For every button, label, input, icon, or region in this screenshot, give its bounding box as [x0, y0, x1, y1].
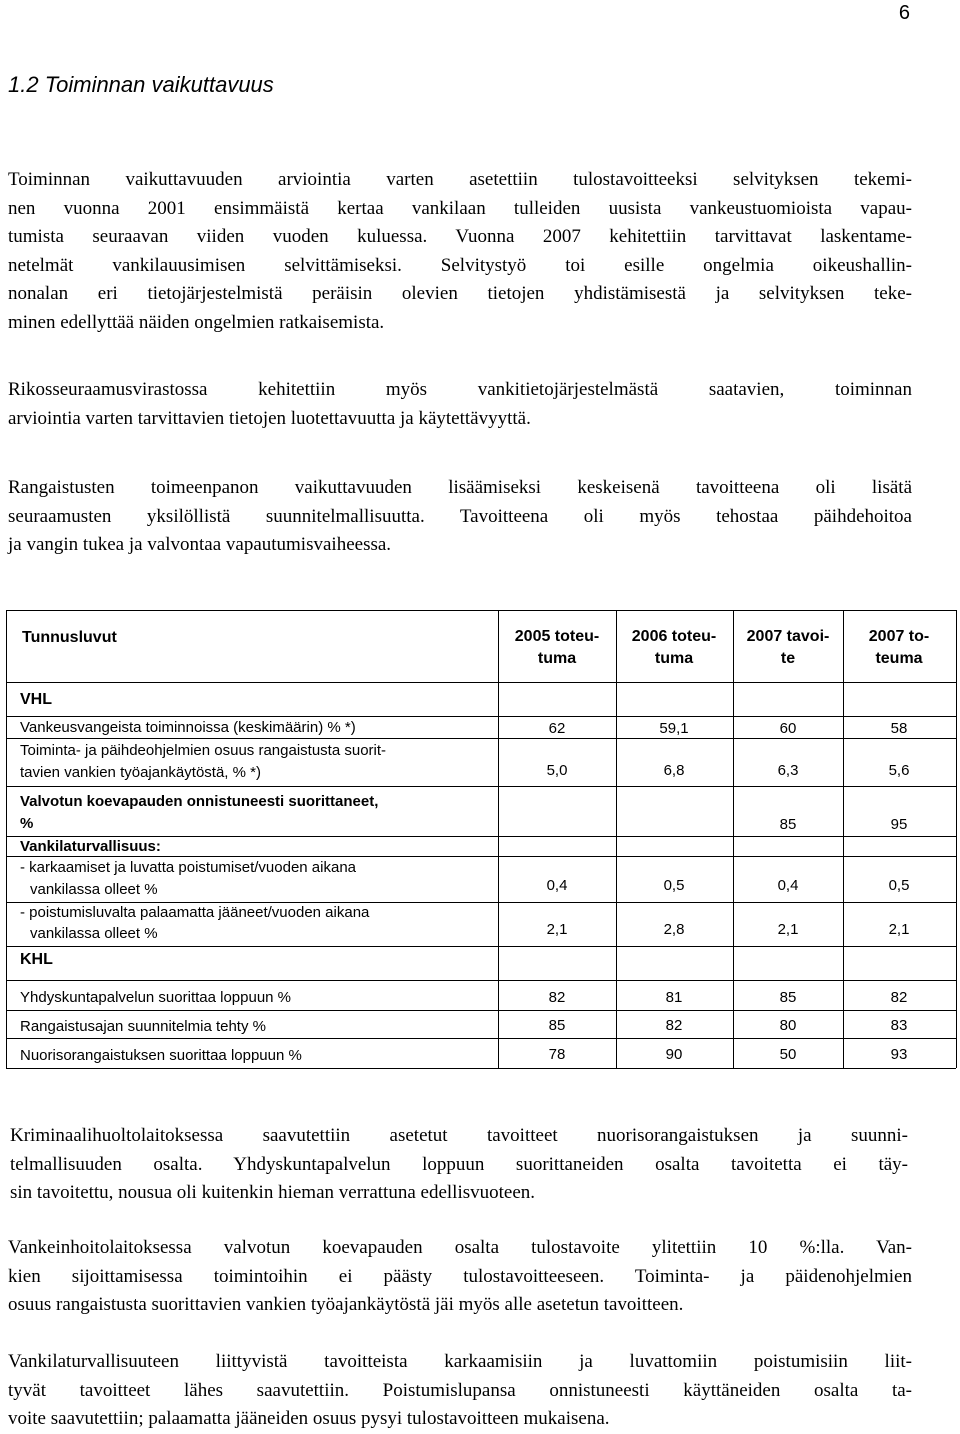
table-border [956, 610, 957, 1068]
paragraph-line: tyvät tavoitteet lähes saavutettiin. Poistumislupansa onnistuneesti käyttäneiden osalta ta- [8, 1379, 912, 1401]
table-row-label: Valvotun koevapauden onnistuneesti suorittaneet, [20, 793, 379, 810]
paragraph-line: netelmät vankilauusimisen selvittämiseksi. Selvitystyö toi esille ongelmia oikeushallin- [8, 254, 912, 276]
table-row-divider [6, 716, 956, 717]
table-cell: 2,8 [663, 921, 685, 938]
table-row-divider [6, 738, 956, 739]
table-cell: 6,8 [663, 762, 685, 779]
table-cell: 81 [665, 989, 683, 1006]
table-cell: 95 [890, 816, 908, 833]
table-row-divider [6, 856, 956, 857]
section-label-vhl: VHL [20, 691, 52, 708]
table-cell: 0,5 [888, 877, 910, 894]
table-cell: 0,5 [663, 877, 685, 894]
table-cell: 0,4 [777, 877, 799, 894]
table-cell: 82 [890, 989, 908, 1006]
indicator-table [6, 610, 956, 1068]
table-header-2006 [619, 626, 729, 670]
table-row-divider [6, 980, 956, 981]
table-cell: 58 [890, 720, 908, 737]
table-cell: 85 [779, 816, 797, 833]
paragraph-line: nen vuonna 2001 ensimmäistä kertaa vankilaan tulleiden uusista vankeustuomioista vapau- [8, 197, 912, 219]
table-row-label: Nuorisorangaistuksen suorittaa loppuun % [20, 1047, 302, 1064]
table-cell: 5,6 [888, 762, 910, 779]
table-row-divider [6, 1038, 956, 1039]
table-column-divider [498, 610, 499, 1068]
table-row-divider [6, 786, 956, 787]
paragraph-line: ja vangin tukea ja valvontaa vapautumisvaiheessa. [8, 534, 392, 555]
header-line: tuma [654, 650, 694, 667]
paragraph-line: telmallisuuden osalta. Yhdyskuntapalvelun loppuun suorittaneiden osalta tavoitetta ei täy- [10, 1153, 908, 1175]
table-cell: 78 [548, 1046, 566, 1063]
table-cell: 80 [779, 1017, 797, 1034]
header-line: 2005 toteu- [514, 628, 600, 645]
paragraph-information-systems [8, 376, 912, 433]
table-row-divider [6, 1010, 956, 1011]
paragraph-line: Rikosseuraamusvirastossa kehitettiin myös vankitietojärjestelmästä saatavien, toiminnan [8, 379, 912, 400]
paragraph-line: Kriminaalihuoltolaitoksessa saavutettiin asetetut tavoitteet nuorisorangaistuksen ja suunni- [10, 1125, 908, 1146]
table-header-2007-actual [844, 626, 954, 670]
table-cell: 2,1 [888, 921, 910, 938]
table-cell: 50 [779, 1046, 797, 1063]
table-cell: 5,0 [546, 762, 568, 779]
table-cell: 6,3 [777, 762, 799, 779]
table-row-label: Vankeusvangeista toiminnoissa (keskimäärin) % *) [20, 719, 356, 736]
table-row-label: - poistumisluvalta palaamatta jääneet/vuoden aikana [20, 904, 370, 921]
paragraph-line: nonalan eri tietojärjestelmistä peräisin olevien tietojen yhdistämisestä ja selvityksen teke- [8, 283, 912, 304]
header-line: 2007 tavoi- [746, 628, 830, 645]
header-line: te [780, 650, 796, 667]
table-border [6, 1068, 956, 1069]
table-row-label: tavien vankien työajankäytöstä, % *) [20, 764, 261, 781]
table-cell: 93 [890, 1046, 908, 1063]
paragraph-line: Toiminnan vaikuttavuuden arviointia varten asetettiin tulostavoitteeksi selvityksen tekemi- [8, 169, 912, 190]
paragraph-line: Vankeinhoitolaitoksessa valvotun koevapauden osalta tulostavoite ylitettiin 10 %:lla. Van- [8, 1237, 912, 1258]
paragraph-line: tumista seuraavan viiden vuoden kuluessa. Vuonna 2007 kehitettiin tarvittavat laskentame- [8, 226, 912, 247]
paragraph-line: arviointia varten tarvittavien tietojen luotettavuutta ja käytettävyyttä. [8, 407, 531, 429]
header-line: 2006 toteu- [631, 628, 717, 645]
paragraph-sentence-enforcement [8, 474, 912, 560]
table-cell: 0,4 [546, 877, 568, 894]
table-row-divider [6, 682, 956, 683]
paragraph-line: minen edellyttää näiden ongelmien ratkaisemista. [8, 311, 385, 333]
table-cell: 85 [548, 1017, 566, 1034]
table-row-divider [6, 946, 956, 947]
table-header-2007-target [733, 626, 843, 670]
table-cell: 2,1 [777, 921, 799, 938]
paragraph-line: sin tavoitettu, nousua oli kuitenkin hieman verrattuna edellisvuoteen. [10, 1182, 536, 1203]
table-header-2005 [502, 626, 612, 670]
header-line: teuma [875, 650, 923, 667]
paragraph-line: Vankilaturvallisuuteen liittyvistä tavoitteista karkaamisiin ja luvattomiin poistumisiin liit- [8, 1351, 912, 1372]
table-cell: 90 [665, 1046, 683, 1063]
table-cell: 83 [890, 1017, 908, 1034]
table-cell: 59,1 [659, 720, 689, 737]
section-heading: 1.2 Toiminnan vaikuttavuus [8, 72, 274, 97]
table-cell: 62 [548, 720, 566, 737]
header-line: tuma [537, 650, 577, 667]
page-number: 6 [898, 2, 910, 24]
paragraph-line: osuus rangaistusta suorittavien vankien työajankäytöstä jäi myös alle asetetun tavoitteen. [8, 1294, 684, 1315]
paragraph-evaluation [8, 166, 912, 337]
table-row-label: % [20, 815, 34, 832]
paragraph-prison-service [8, 1234, 912, 1320]
table-cell: 82 [665, 1017, 683, 1034]
paragraph-line: kien sijoittamisessa toimintoihin ei päästy tulostavoitteeseen. Toiminta- ja päidenohjelmien [8, 1265, 912, 1287]
paragraph-line: Rangaistusten toimeenpanon vaikuttavuuden lisäämiseksi keskeisenä tavoitteena oli lisätä [8, 477, 912, 498]
table-row-label: Rangaistusajan suunnitelmia tehty % [20, 1018, 266, 1035]
table-row-label: Vankilaturvallisuus: [20, 838, 161, 855]
table-column-divider [616, 610, 617, 1068]
paragraph-line: voite saavutettiin; palaamatta jääneiden osuus pysyi tulostavoitteen mukaisena. [8, 1408, 610, 1429]
table-row-label: Toiminta- ja päihdeohjelmien osuus rangaistusta suorit- [20, 742, 387, 759]
paragraph-prison-security [8, 1348, 912, 1434]
table-cell: 85 [779, 989, 797, 1006]
table-header-label: Tunnusluvut [22, 629, 117, 646]
table-border [6, 610, 7, 1068]
table-cell: 82 [548, 989, 566, 1006]
table-cell: 2,1 [546, 921, 568, 938]
section-label-khl: KHL [20, 951, 53, 968]
table-cell: 60 [779, 720, 797, 737]
table-border [6, 610, 956, 611]
table-row-label: - karkaamiset ja luvatta poistumiset/vuoden aikana [20, 859, 357, 876]
table-row-label: vankilassa olleet % [30, 881, 158, 898]
table-row-label: Yhdyskuntapalvelun suorittaa loppuun % [20, 989, 292, 1006]
paragraph-probation-service [10, 1122, 908, 1208]
header-line: 2007 to- [868, 628, 930, 645]
paragraph-line: seuraamusten yksilöllistä suunnitelmallisuutta. Tavoitteena oli myös tehostaa päihdehoitoa [8, 505, 912, 527]
table-row-label: vankilassa olleet % [30, 925, 158, 942]
